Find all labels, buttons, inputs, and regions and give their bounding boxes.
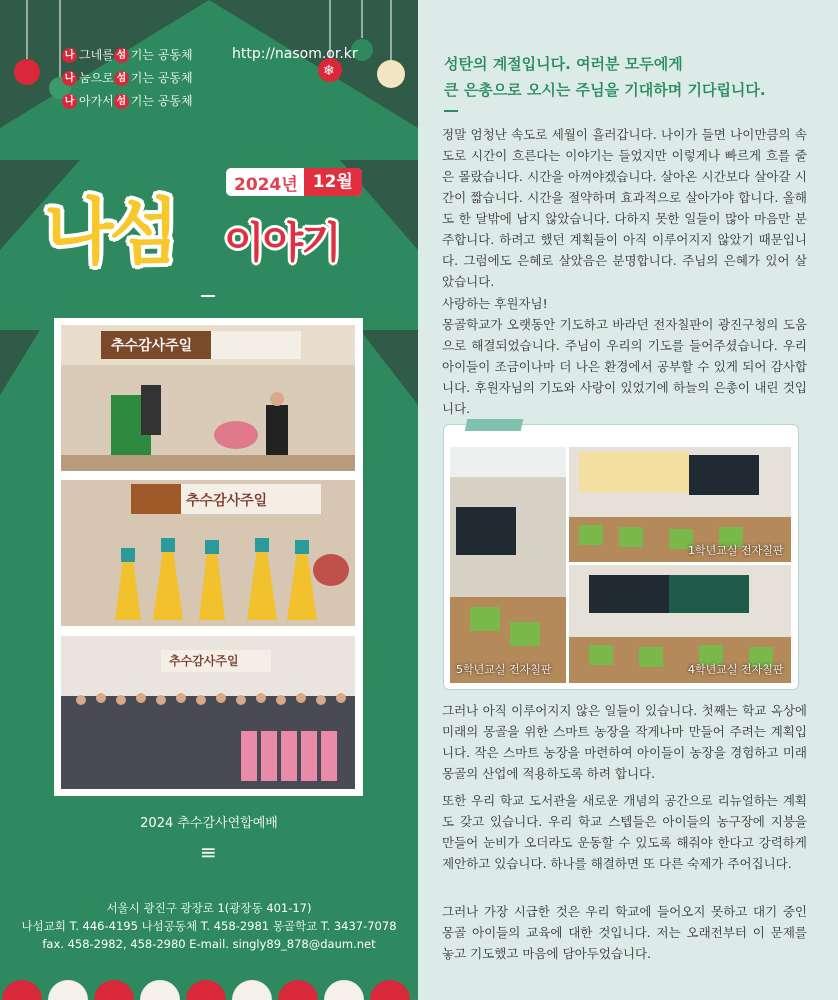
slogan-text: 기는 공동체 [130, 48, 193, 62]
photo-dance-performance [61, 480, 355, 626]
blackboard-photo-gallery [443, 424, 799, 690]
scallop-border [0, 958, 418, 1000]
slogan-initial: 섬 [114, 71, 129, 86]
website-url[interactable]: http://nasom.or.kr [232, 46, 358, 62]
issue-year: 2024년 [234, 174, 298, 195]
slogan-row [62, 67, 193, 90]
letter-heading [444, 51, 824, 103]
slogan-row [62, 44, 193, 67]
heading-line: 큰 은총으로 오시는 주님을 기대하며 기다립니다. [444, 81, 766, 99]
newsletter-title-sub: 이야기 [224, 218, 340, 267]
slogan-text: 기는 공동체 [130, 71, 193, 85]
divider [201, 295, 215, 297]
paragraph: 그러나 아직 이루어지지 않은 일들이 있습니다. 첫째는 학교 옥상에 미래의 몽골을 위한 스마트 농장을 작게나마 만들어 주려는 계획입니다. 작은 스마트 농장을 마련하여 아이들이 농장을 경험하고 미래 몽골의 산업에 적용하도록 하려 합니다. [442, 703, 807, 781]
slogan-list [62, 44, 193, 113]
slogan-initial: 섬 [114, 48, 129, 63]
issue-month: 12월 [304, 168, 362, 196]
gallery-label: 1학년교실 전자칠판 [688, 544, 784, 557]
photo-worship-service [61, 325, 355, 471]
svg-text:❄: ❄ [323, 63, 335, 79]
photo-banner-text: 추수감사주일 [169, 654, 239, 668]
paragraph: 그러나 가장 시급한 것은 우리 학교에 들어오지 못하고 대기 중인 몽골 아이들의 교육에 대한 것입니다. 저는 오래전부터 이 문제를 놓고 기도했고 마음에 담아두었습니다. [442, 904, 807, 961]
paragraph: 또한 우리 학교 도서관을 새로운 개념의 공간으로 리뉴얼하는 계획도 갖고 있습니다. 우리 학교 스텝들은 아이들의 농구장에 지붕을 만들어 눈비가 오더라도 운동할 수 있도록 해줘야 한다고 강력하게 제안하고 있습니다. 하나를 해결하면 또 다른 숙제가 주어집니다. [442, 793, 807, 871]
phone-line: 나섬교회 T. 446-4195 나섬공동체 T. 458-2981 몽골학교 T. 3437-7078 [21, 919, 397, 933]
paragraph: 사랑하는 후원자님! 몽골학교가 오랫동안 기도하고 바라던 전자칠판이 광진구청의 도움으로 해결되었습니다. 주님이 우리의 기도를 들어주셨습니다. 우리 아이들이 조금이나마 더 나은 환경에서 공부할 수 있게 되어 감사합니다. 후원자님의 기도와 사랑이 있었기에 하늘의 은총이 내린 것입니다. [442, 296, 807, 416]
photo-banner-text: 추수감사주일 [111, 338, 193, 354]
photo-collage [54, 318, 363, 796]
newsletter-title-main: 나섬 [44, 190, 176, 274]
slogan-row [62, 90, 193, 113]
menu-icon[interactable]: ≡ [200, 840, 217, 864]
slogan-text: 눔으로 [79, 71, 114, 85]
gallery-label: 4학년교실 전자칠판 [688, 663, 784, 676]
photo-classroom-grade5 [450, 447, 566, 683]
slogan-initial: 섬 [114, 94, 129, 109]
slogan-text: 기는 공동체 [130, 94, 193, 108]
slogan-text: 그네를 [79, 48, 114, 62]
slogan-text: 아가서 [79, 94, 114, 108]
issue-date-badge [226, 168, 362, 196]
tape-decoration [465, 419, 524, 431]
slogan-initial: 나 [62, 94, 77, 109]
address-line: 서울시 광진구 광장로 1(광장동 401-17) [106, 901, 312, 915]
photo-group-picture [61, 636, 355, 789]
heading-divider [444, 110, 458, 112]
photo-banner-text: 추수감사주일 [186, 493, 268, 509]
slogan-initial: 나 [62, 48, 77, 63]
slogan-initial: 나 [62, 71, 77, 86]
fax-email-line: fax. 458-2982, 458-2980 E-mail. singly89_878@daum.net [42, 937, 376, 951]
paragraph: 정말 엄청난 속도로 세월이 흘러갑니다. 나이가 들면 나이만큼의 속도로 시간이 흐른다는 이야기는 들었지만 이렇게나 빠르게 흐를 줄은 몰랐습니다. 시간을 아껴야겠습니다. 살아온 시간보다 살아갈 시간이 짧습니다. 시간을 절약하며 효과적으로 살아가야 합니다. 올해도 한 달밖에 남지 않았습니다. 다하지 못한 일들이 많아 마음만 분주합니다. 하려고 했던 계획들이 아직 이루어지지 않았기 때문입니다. 그럼에도 은혜로 살았음은 분명합니다. 주님의 은혜가 있어 살았습니다. [442, 127, 807, 289]
gallery-label: 5학년교실 전자칠판 [456, 663, 552, 676]
photo-caption: 2024 추수감사연합예배 [140, 816, 278, 831]
cover-panel [0, 0, 418, 1000]
contact-info [0, 899, 418, 953]
heading-line: 성탄의 계절입니다. 여러분 모두에게 [444, 55, 683, 73]
